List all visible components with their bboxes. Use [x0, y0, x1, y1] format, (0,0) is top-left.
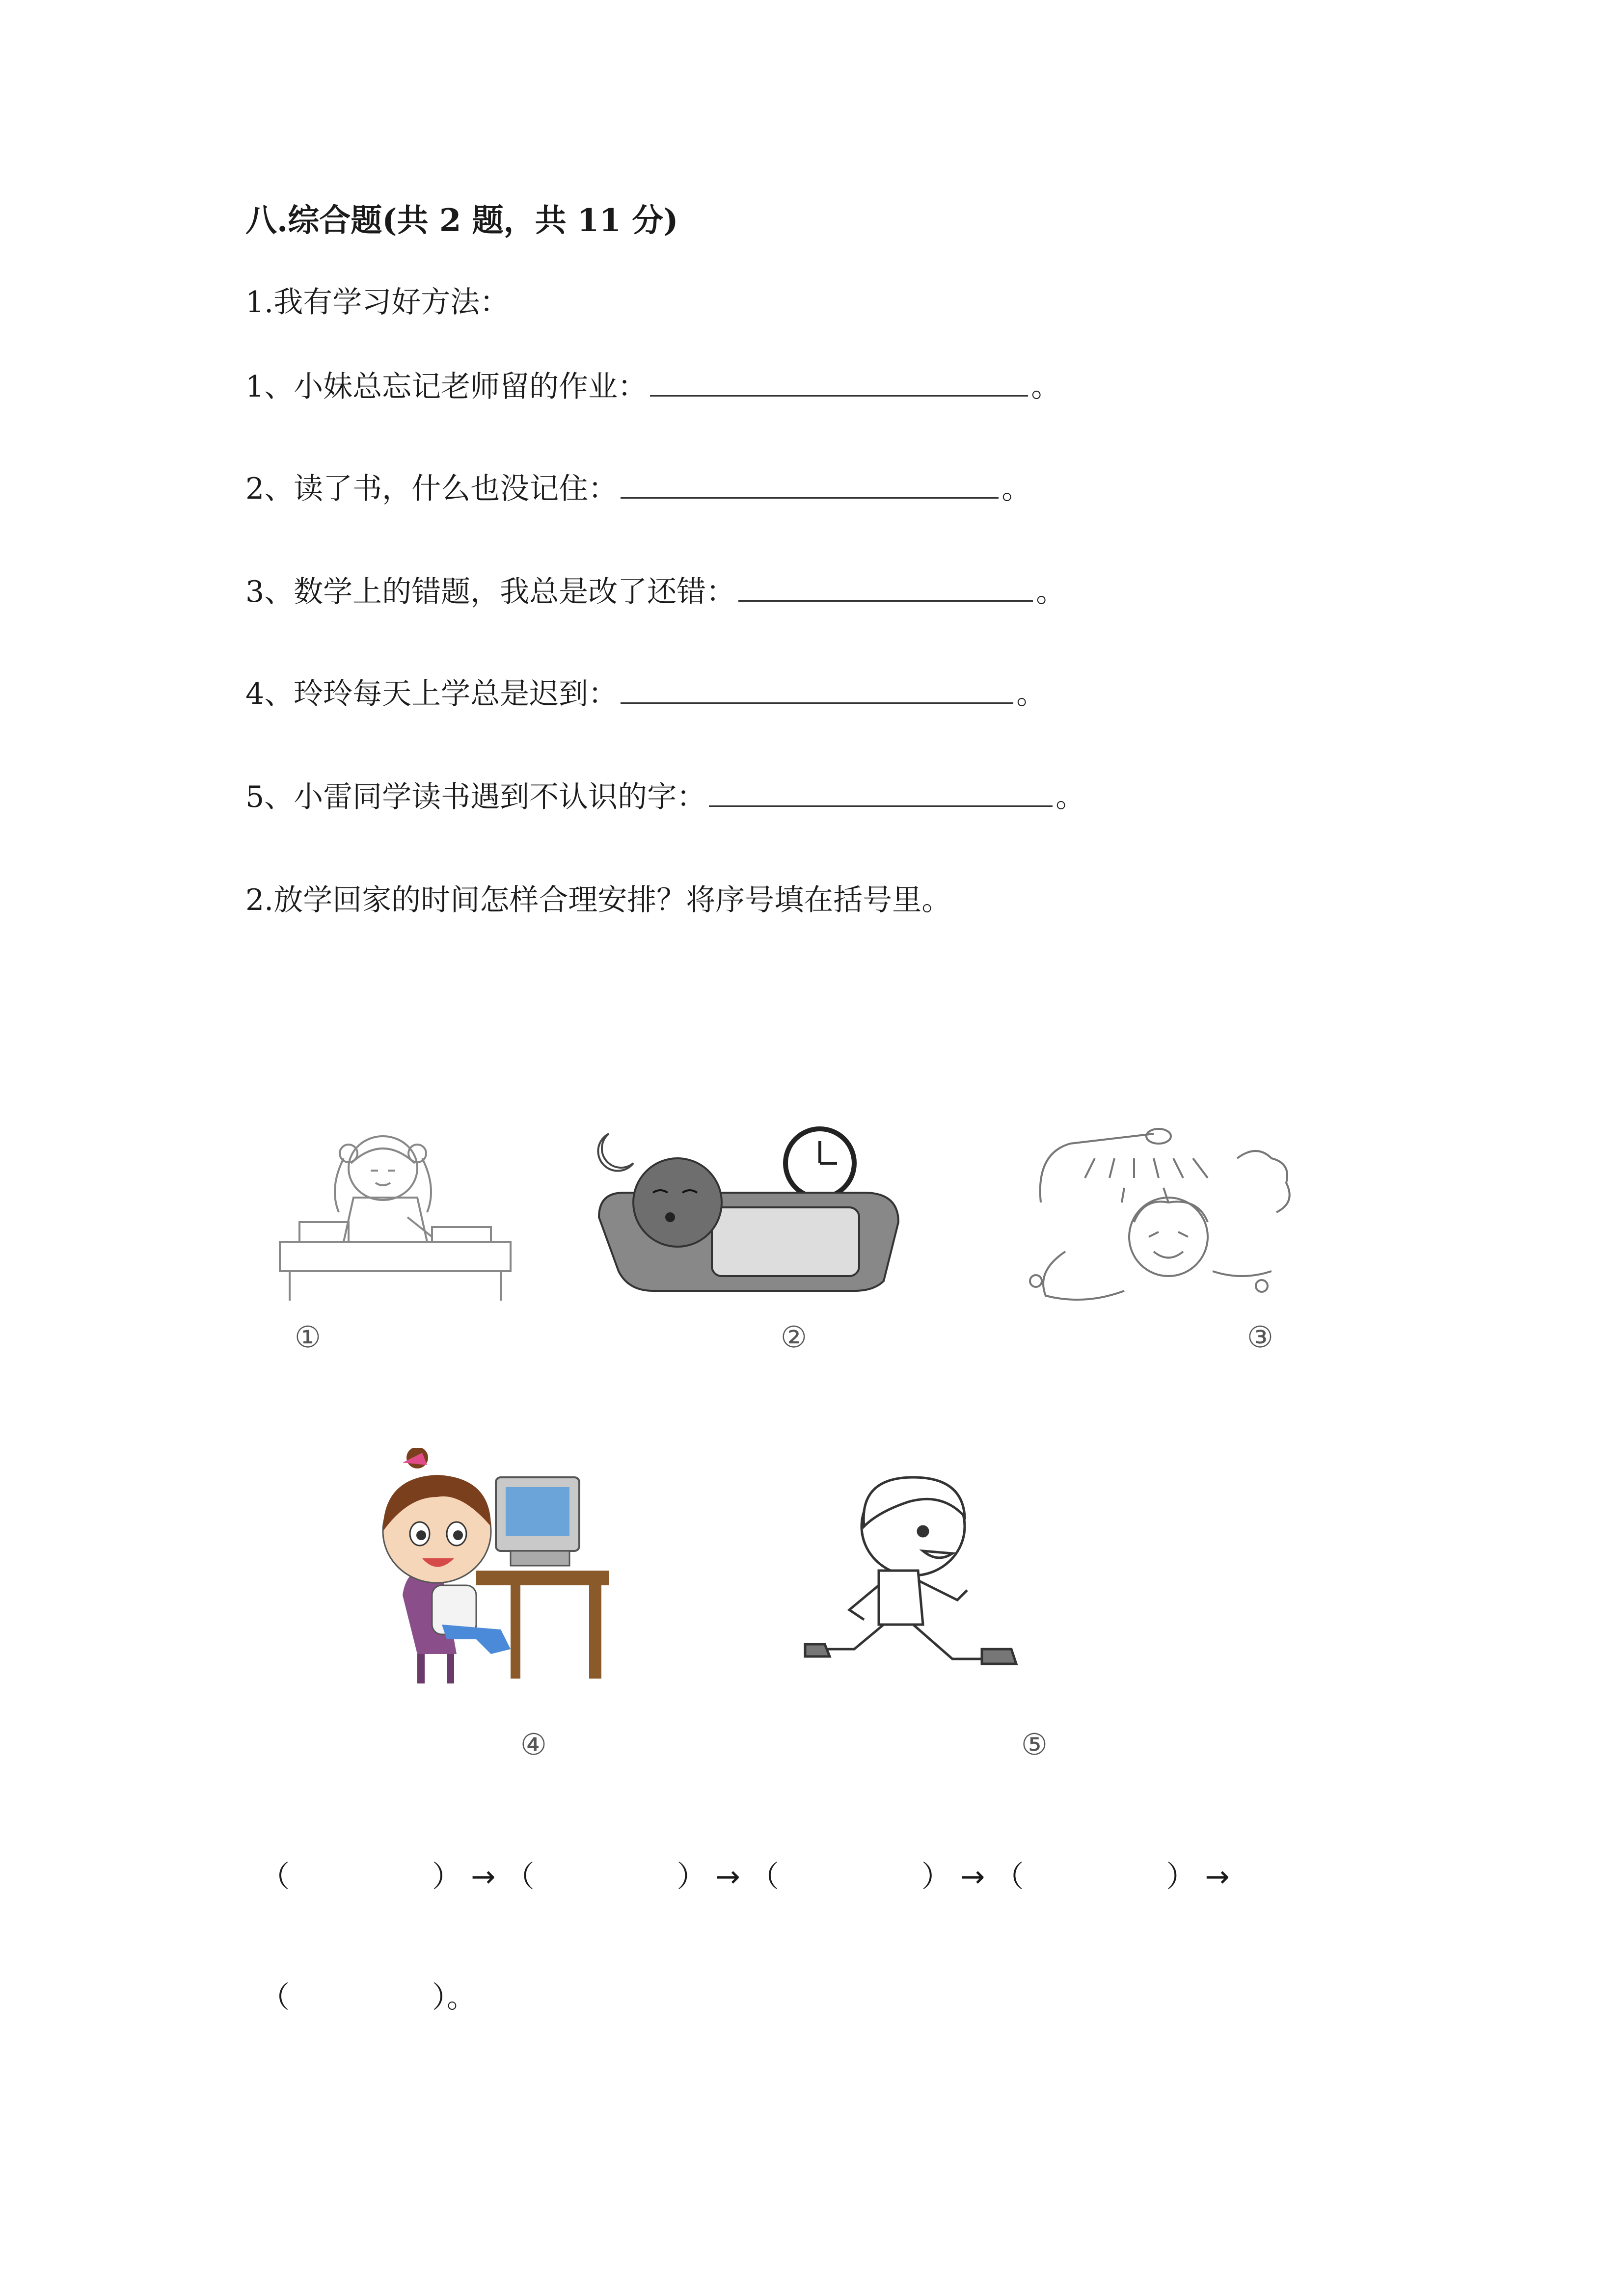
arrow-2: →	[715, 1860, 740, 1894]
paren-close-5: ）	[432, 1980, 447, 2015]
item-2-end: 。	[1001, 472, 1031, 506]
arrow-1: →	[471, 1860, 496, 1894]
item-1-end: 。	[1031, 370, 1061, 404]
picture-1-number: ①	[295, 1320, 321, 1355]
girl-using-computer-icon	[363, 1448, 619, 1688]
paren-close-3: ）	[921, 1860, 951, 1894]
section-title: 八.综合题(共 2 题，共 11 分)	[245, 202, 678, 239]
arrow-3: →	[960, 1860, 985, 1894]
question-1-item-2	[245, 465, 1031, 507]
picture-2-number: ②	[781, 1320, 807, 1355]
arrow-4: →	[1205, 1860, 1230, 1894]
paren-close-4: ）	[1166, 1860, 1196, 1894]
item-3-label: 3、数学上的错题，我总是改了还错：	[245, 575, 736, 609]
item-2-label: 2、读了书，什么也没记住：	[245, 472, 618, 506]
girl-doing-homework-icon	[270, 1129, 525, 1306]
paren-open-4: （	[994, 1860, 1024, 1894]
item-3-end: 。	[1036, 575, 1066, 609]
item-5-end: 。	[1056, 780, 1085, 814]
item-4-label: 4、玲玲每天上学总是迟到：	[245, 677, 618, 711]
item-5-answer-blank[interactable]	[709, 782, 1053, 807]
item-2-answer-blank[interactable]	[621, 474, 999, 499]
paren-open-2: （	[505, 1860, 535, 1894]
item-4-end: 。	[1016, 677, 1046, 711]
item-3-answer-blank[interactable]	[738, 577, 1033, 602]
sequence-end: 。	[447, 1980, 476, 2015]
item-5-label: 5、小雷同学读书遇到不认识的字：	[245, 780, 706, 814]
child-showering-icon	[1006, 1124, 1301, 1310]
question-1-item-3	[245, 568, 1065, 611]
paren-open-5: （	[260, 1980, 290, 2015]
item-4-answer-blank[interactable]	[621, 679, 1013, 704]
question-1-item-4	[245, 670, 1046, 713]
answer-sequence-line-1	[260, 1853, 1230, 1896]
paren-close-1: ）	[432, 1860, 461, 1894]
boy-running-icon	[795, 1472, 1070, 1693]
item-1-label: 1、小妹总忘记老师留的作业：	[245, 370, 648, 404]
picture-3-number: ③	[1247, 1320, 1273, 1355]
question-1-item-5	[245, 774, 1085, 816]
paren-open-3: （	[749, 1860, 779, 1894]
answer-sequence-line-2	[260, 1974, 476, 2016]
picture-5-number: ⑤	[1021, 1728, 1048, 1762]
paren-open-1: （	[260, 1860, 290, 1894]
picture-4-number: ④	[520, 1728, 547, 1762]
boy-sleeping-with-clock-icon	[589, 1119, 903, 1296]
question-1-prompt: 1.我有学习好方法：	[245, 285, 510, 320]
paren-close-2: ）	[677, 1860, 706, 1894]
item-1-answer-blank[interactable]	[650, 372, 1028, 397]
question-1-item-1	[245, 363, 1060, 405]
question-2-prompt: 2.放学回家的时间怎样合理安排？将序号填在括号里。	[245, 883, 951, 917]
